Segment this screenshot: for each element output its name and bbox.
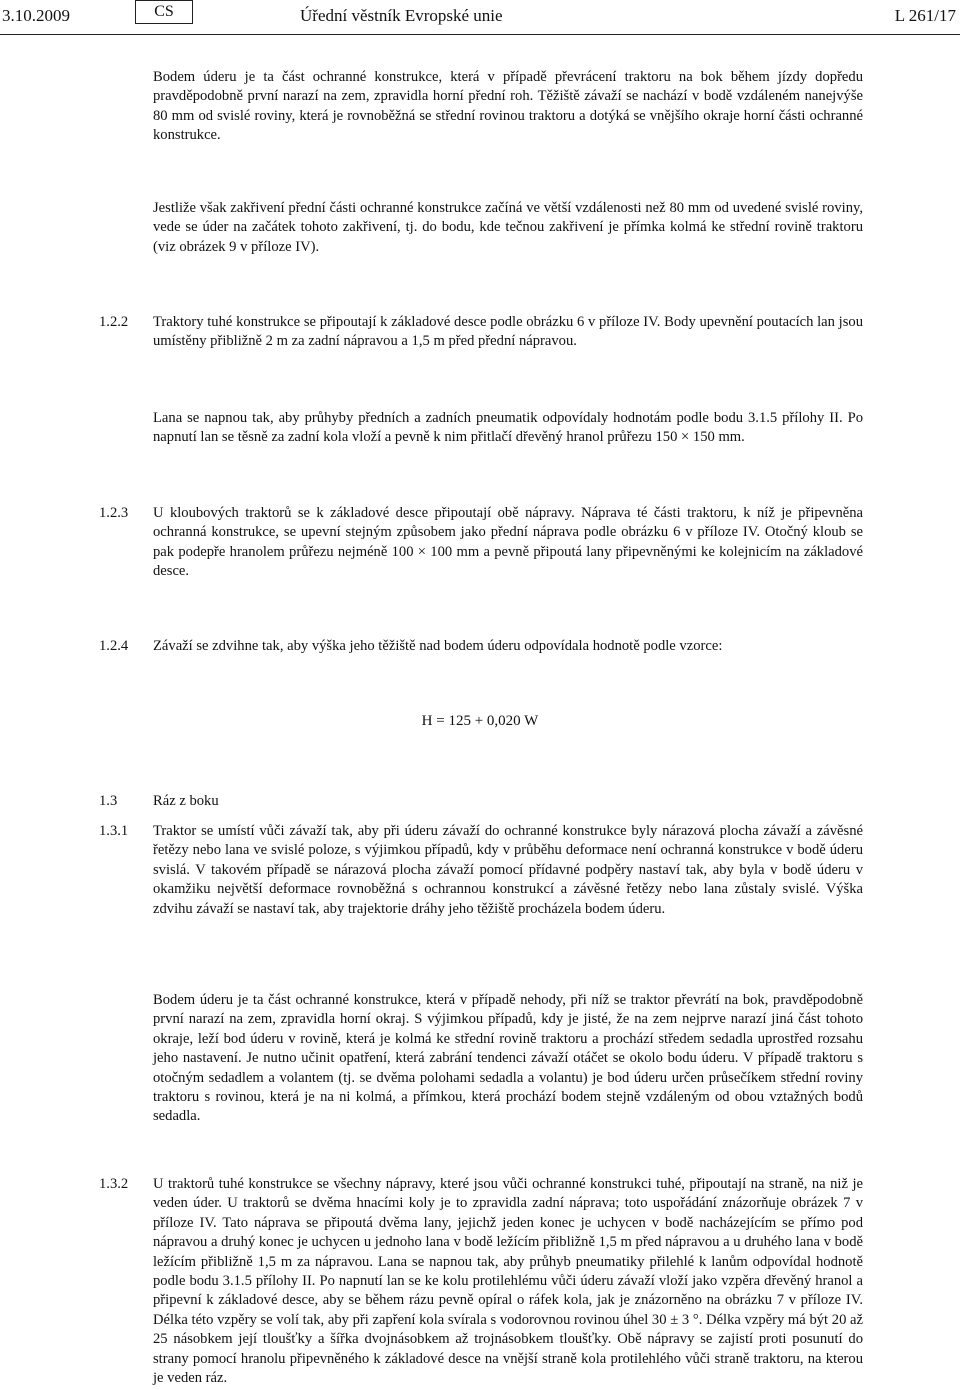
page-header — [0, 0, 960, 36]
formula: H = 125 + 0,020 W — [421, 713, 539, 729]
paragraph: U traktorů tuhé konstrukce se všechny nápravy, které jsou vůči ochranné konstrukci tuhé, připoutají na straně, na niž je veden úder. U traktorů se dvěma hnacími koly je to zpravidla zadní náprava; toto uspořádání znázorňuje obrázek 7 v příloze IV. Tato náprava se připoutá dvěma lany, jejichž jeden konec je uchycen v bodě nacházejícím se přímo pod nápravou a druhý konec je uchycen u jednoho lana v bodě ležícím přibližně 1,5 m před nápravou a u druhého lana v bodě ležícím přibližně 1,5 m za nápravou. Lana se napnou tak, aby průhyb pneumatiky přilehlé k lanům odpovídal hodnotě podle bodu 3.1.5 přílohy II. Po napnutí lan se ke kolu protilehlému vůči úderu závaží vloží jako vzpěra dřevěný hranol a připevní k základové desce, aby se během rázu pevně opíral o ráfek kola, jak je znázorněno na obrázku 7 v příloze IV. Délka této vzpěry se volí tak, aby při zapření kola svírala s vodorovnou rovinou úhel 30 ± 3 °. Délka vzpěry má být 20 až 25 násobkem její tloušťky a šířka dvojnásobkem až trojnásobkem tloušťky. Obě nápravy se zajistí proti posunutí do strany pomocí hranolu připevněného k základové desce na vnější straně kola protilehlého vůči straně traktoru, na kterou je veden ráz. — [153, 1176, 863, 1387]
paragraph: Bodem úderu je ta část ochranné konstrukce, která v případě převrácení traktoru na bok během jízdy dopředu pravděpodobně první narazí na zem, zpravidla horní přední roh. Těžiště závaží se nachází v bodě vzdáleném nanejvýše 80 mm od svislé roviny, která je rovnoběžná se střední rovinou traktoru a dotýká se vnějšího okraje horní části ochranné konstrukce. — [153, 69, 863, 144]
section-number: 1.3.2 — [99, 1176, 129, 1192]
section-number: 1.3 — [99, 793, 118, 809]
section-number: 1.3.1 — [99, 823, 129, 839]
journal-title: Úřední věstník Evropské unie — [300, 6, 503, 25]
paragraph: Závaží se zdvihne tak, aby výška jeho těžiště nad bodem úderu odpovídala hodnotě podle vzorce: — [153, 638, 723, 654]
paragraph: Traktory tuhé konstrukce se připoutají k základové desce podle obrázku 6 v příloze IV. Body upevnění poutacích lan jsou umístěny přibližně 2 m za zadní nápravou a 1,5 m před přední nápravou. — [153, 314, 863, 350]
language-badge: CS — [135, 0, 193, 24]
paragraph: Traktor se umístí vůči závaží tak, aby při úderu závaží do ochranné konstrukce byly nárazová plocha závaží a závěsné řetězy nebo lana ve svislé poloze, s výjimkou případů, kdy v průběhu deformace není ochranná konstrukce v bodě úderu svislá. V takovém případě se nárazová plocha závaží pomocí přídavné podpěry nastaví tak, aby byla v bodě úderu v okamžiku největší deformace rovnoběžná s ochrannou konstrukcí a závěsné řetězy nebo lana zůstaly svislé. Výška zdvihu závaží se nastaví tak, aby trajektorie dráhy jeho těžiště procházela bodem úderu. — [153, 823, 863, 917]
section-number: 1.2.2 — [99, 314, 129, 330]
paragraph: Bodem úderu je ta část ochranné konstrukce, která v případě nehody, při níž se traktor převrátí na bok, pravděpodobně první narazí na zem, zpravidla horní okraj. S výjimkou případů, kdy je jisté, že na zem nejprve narazí jiná část tohoto okraje, leží bod úderu v rovině, která je kolmá ke střední rovině traktoru a prochází středem sedadla uprostřed rozsahu jeho nastavení. Je nutno učinit opatření, která zabrání tendenci závaží otáčet se okolo bodu úderu. V případě traktoru s otočným sedadlem a volantem (tj. se dvěma polohami sedadla a volantu) je bod úderu určen průsečíkem střední roviny traktoru s rovinou, která je na ni kolmá, a přímkou, která prochází bodem stejně vzdáleným od obou vztažných bodů sedadla. — [153, 992, 863, 1125]
header-rule — [0, 34, 960, 35]
paragraph: U kloubových traktorů se k základové desce připoutají obě nápravy. Náprava té části traktoru, k níž je připevněna ochranná konstrukce, se upevní stejným způsobem jako přední náprava podle obrázku 6 v příloze IV. Otočný kloub se pak podepře hranolem průřezu nejméně 100 × 100 mm a pevně připoutá lany připevněnými ke kolejnicím na základové desce. — [153, 505, 863, 580]
paragraph: Lana se napnou tak, aby průhyby předních a zadních pneumatik odpovídaly hodnotám podle bodu 3.1.5 přílohy II. Po napnutí lan se těsně za zadní kola vloží a pevně k nim přitlačí dřevěný hranol průřezu 150 × 150 mm. — [153, 410, 863, 446]
paragraph: Jestliže však zakřivení přední části ochranné konstrukce začíná ve větší vzdálenosti než 80 mm od uvedené svislé roviny, vede se úder na začátek tohoto zakřivení, tj. do bodu, kde tečnou zakřivení je přímka kolmá ke střední rovině traktoru (viz obrázek 9 v příloze IV). — [153, 200, 863, 255]
section-number: 1.2.3 — [99, 505, 129, 521]
section-number: 1.2.4 — [99, 638, 129, 654]
section-heading: Ráz z boku — [153, 793, 219, 809]
page-number: L 261/17 — [894, 6, 956, 25]
publication-date: 3.10.2009 — [2, 6, 70, 25]
